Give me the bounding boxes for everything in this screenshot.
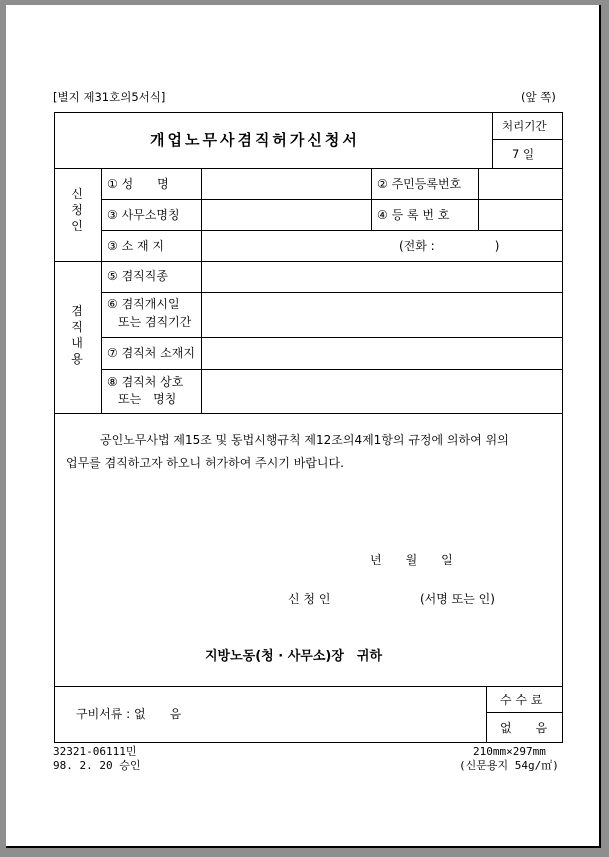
signer-label: 신 청 인 — [288, 592, 331, 606]
fee-label: 수 수 료 — [500, 693, 543, 707]
fee-mid-line — [486, 712, 562, 713]
addressee: 지방노동(청 · 사무소)장 귀하 — [205, 649, 383, 664]
title-bottom-line — [54, 168, 563, 169]
processing-divider — [492, 112, 493, 168]
fee-value: 없 음 — [500, 721, 548, 735]
sidejob-name-label-1: ⑧ 겸직처 상호 — [107, 375, 184, 389]
resident-number-label: ② 주민등록번호 — [377, 177, 462, 191]
form-paper — [6, 5, 601, 848]
paper-size: 210mm×297mm — [473, 745, 546, 758]
frame-top-line — [54, 112, 563, 113]
row1-bottom-line — [101, 199, 563, 200]
sign-note: (서명 또는 인) — [420, 592, 495, 606]
sidejob-type-label: ⑤ 겸직직종 — [107, 269, 168, 283]
name-label: ① 성 명 — [107, 177, 169, 191]
section-label-divider — [101, 168, 102, 413]
form-number: [별지 제31호의5서식] — [53, 90, 166, 104]
fee-divider — [486, 686, 487, 742]
form-title: 개업노무사겸직허가신청서 — [150, 131, 360, 149]
request-paragraph-line2: 업무를 겸직하고자 하오니 허가하여 주시기 바랍니다. — [66, 456, 344, 470]
approval-date: 98. 2. 20 승인 — [53, 759, 141, 772]
frame-right-line — [562, 112, 563, 743]
row6-bottom-line — [101, 337, 563, 338]
frame-left-line — [54, 112, 55, 743]
form-code: 32321-06111민 — [53, 745, 137, 758]
applicant-section-bottom-line — [54, 261, 563, 262]
registration-number-label: ④ 등 록 번 호 — [377, 208, 450, 222]
sidejob-section-label: 겸직내용 — [71, 304, 83, 366]
processing-period-value: 7 일 — [512, 147, 535, 161]
sidejob-start-label-1: ⑥ 겸직개시일 — [107, 297, 180, 311]
row7-bottom-line — [101, 369, 563, 370]
label-column-divider — [201, 168, 202, 413]
frame-bottom-line — [54, 742, 563, 743]
required-docs-label: 구비서류 : 없 음 — [76, 707, 182, 721]
processing-period-label: 처리기간 — [502, 119, 547, 133]
sidejob-name-label-2: 또는 명칭 — [118, 392, 177, 406]
sidejob-section-bottom-line — [54, 413, 563, 414]
page-side-label: (앞 쪽) — [521, 90, 556, 104]
date-line: 년 월 일 — [370, 553, 453, 567]
phone-label: (전화 : ) — [399, 239, 500, 253]
paper-type: (신문용지 54g/㎡) — [459, 759, 559, 772]
sidejob-start-label-2: 또는 겸직기간 — [118, 315, 192, 329]
request-paragraph-line1: 공인노무사법 제15조 및 동법시행규칙 제12조의4제1항의 규정에 의하여 위의 — [100, 433, 509, 447]
applicant-section-label: 신청인 — [71, 187, 83, 233]
row5-bottom-line — [101, 292, 563, 293]
office-name-label: ③ 사무소명칭 — [107, 208, 180, 222]
sidejob-location-label: ⑦ 겸직처 소재지 — [107, 346, 195, 360]
row2-bottom-line — [101, 230, 563, 231]
processing-mid-line — [492, 139, 562, 140]
address-label: ③ 소 재 지 — [107, 239, 164, 253]
